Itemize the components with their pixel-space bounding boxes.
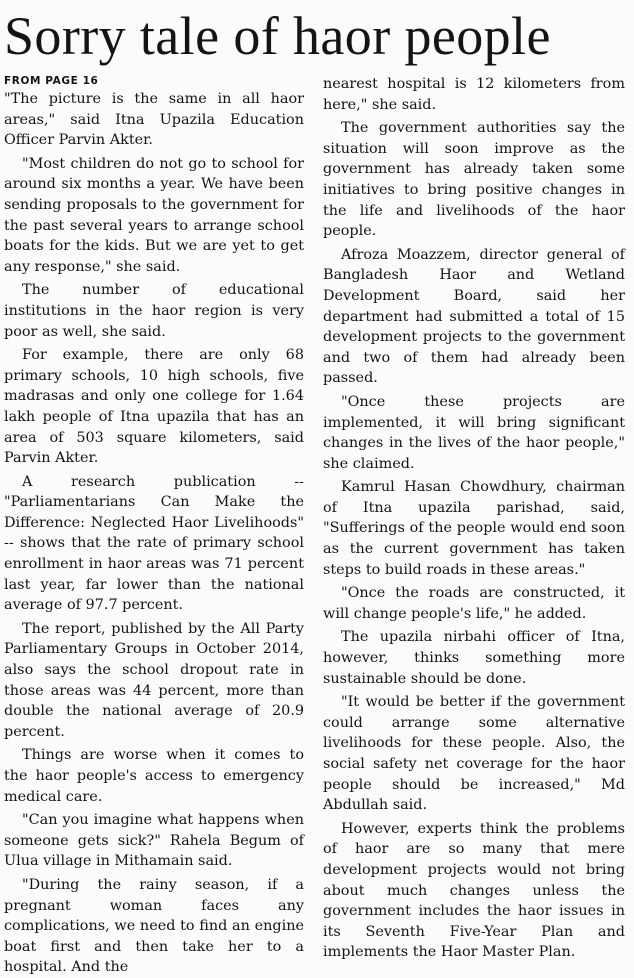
paragraph: Things are worse when it comes to the haor people's access to emergency medical care. [4, 747, 304, 805]
paragraph: "It would be better if the government could arrange some alternative livelihoods for these people. Also, the social safety net coverage for the haor people should be increased," Md Abdullah said. [323, 694, 625, 814]
paragraph: A research publication -- "Parliamentarians Can Make the Difference: Neglected Haor Livelihoods" -- shows that the rate of primary school enrollment in haor areas was 71 percent last year, far lower than the national average of 97.7 percent. [4, 473, 304, 614]
paragraph: The number of educational institutions in the haor region is very poor as well, she said. [4, 282, 304, 340]
continuation-kicker: FROM PAGE 16 [4, 75, 99, 87]
paragraph: For example, there are only 68 primary schools, 10 high schools, five madrasas and only one college for 1.64 lakh people of Itna upazila that has an area of 503 square kilometers, said Parvin Akter. [4, 347, 304, 467]
right-column [323, 74, 625, 963]
paragraph: The report, published by the All Party Parliamentary Groups in October 2014, also says the school dropout rate in those areas was 44 percent, more than double the national average of 20.9 percent. [4, 620, 304, 740]
paragraph: "During the rainy season, if a pregnant woman faces any complications, we need to find an engine boat first and then take her to a hospital. And the [4, 876, 304, 976]
paragraph: "Most children do not go to school for around six months a year. We have been sending proposals to the government for the past several years to arrange school boats for the kids. But we are yet to get any response," she said. [4, 155, 304, 275]
left-column [4, 74, 304, 978]
paragraph: The government authorities say the situation will soon improve as the government has already taken some initiatives to bring positive changes in the life and livelihoods of the haor people. [323, 120, 625, 240]
paragraph: "Can you imagine what happens when someone gets sick?" Rahela Begum of Ulua village in Mithamain said. [4, 812, 304, 870]
headline: Sorry tale of haor people [4, 6, 551, 66]
paragraph: "Once the roads are constructed, it will change people's life," he added. [323, 585, 625, 622]
paragraph: nearest hospital is 12 kilometers from here," she said. [323, 76, 625, 113]
paragraph: The upazila nirbahi officer of Itna, however, thinks something more sustainable should be done. [323, 629, 625, 687]
paragraph: "Once these projects are implemented, it will bring significant changes in the lives of the haor people," she claimed. [323, 393, 625, 472]
paragraph: Kamrul Hasan Chowdhury, chairman of Itna upazila parishad, said, "Sufferings of the people would end soon as the current government has taken steps to build roads in these areas." [323, 479, 625, 578]
paragraph: However, experts think the problems of haor are so many that mere development projects would not bring about much changes unless the government includes the haor issues in its Seventh Five-Year Plan and implements the Haor Master Plan. [323, 820, 625, 961]
paragraph: "The picture is the same in all haor areas," said Itna Upazila Education Officer Parvin Akter. [4, 91, 304, 149]
paragraph: Afroza Moazzem, director general of Bangladesh Haor and Wetland Development Board, said her department had submitted a total of 15 development projects to the government and two of them had already been passed. [323, 246, 625, 387]
